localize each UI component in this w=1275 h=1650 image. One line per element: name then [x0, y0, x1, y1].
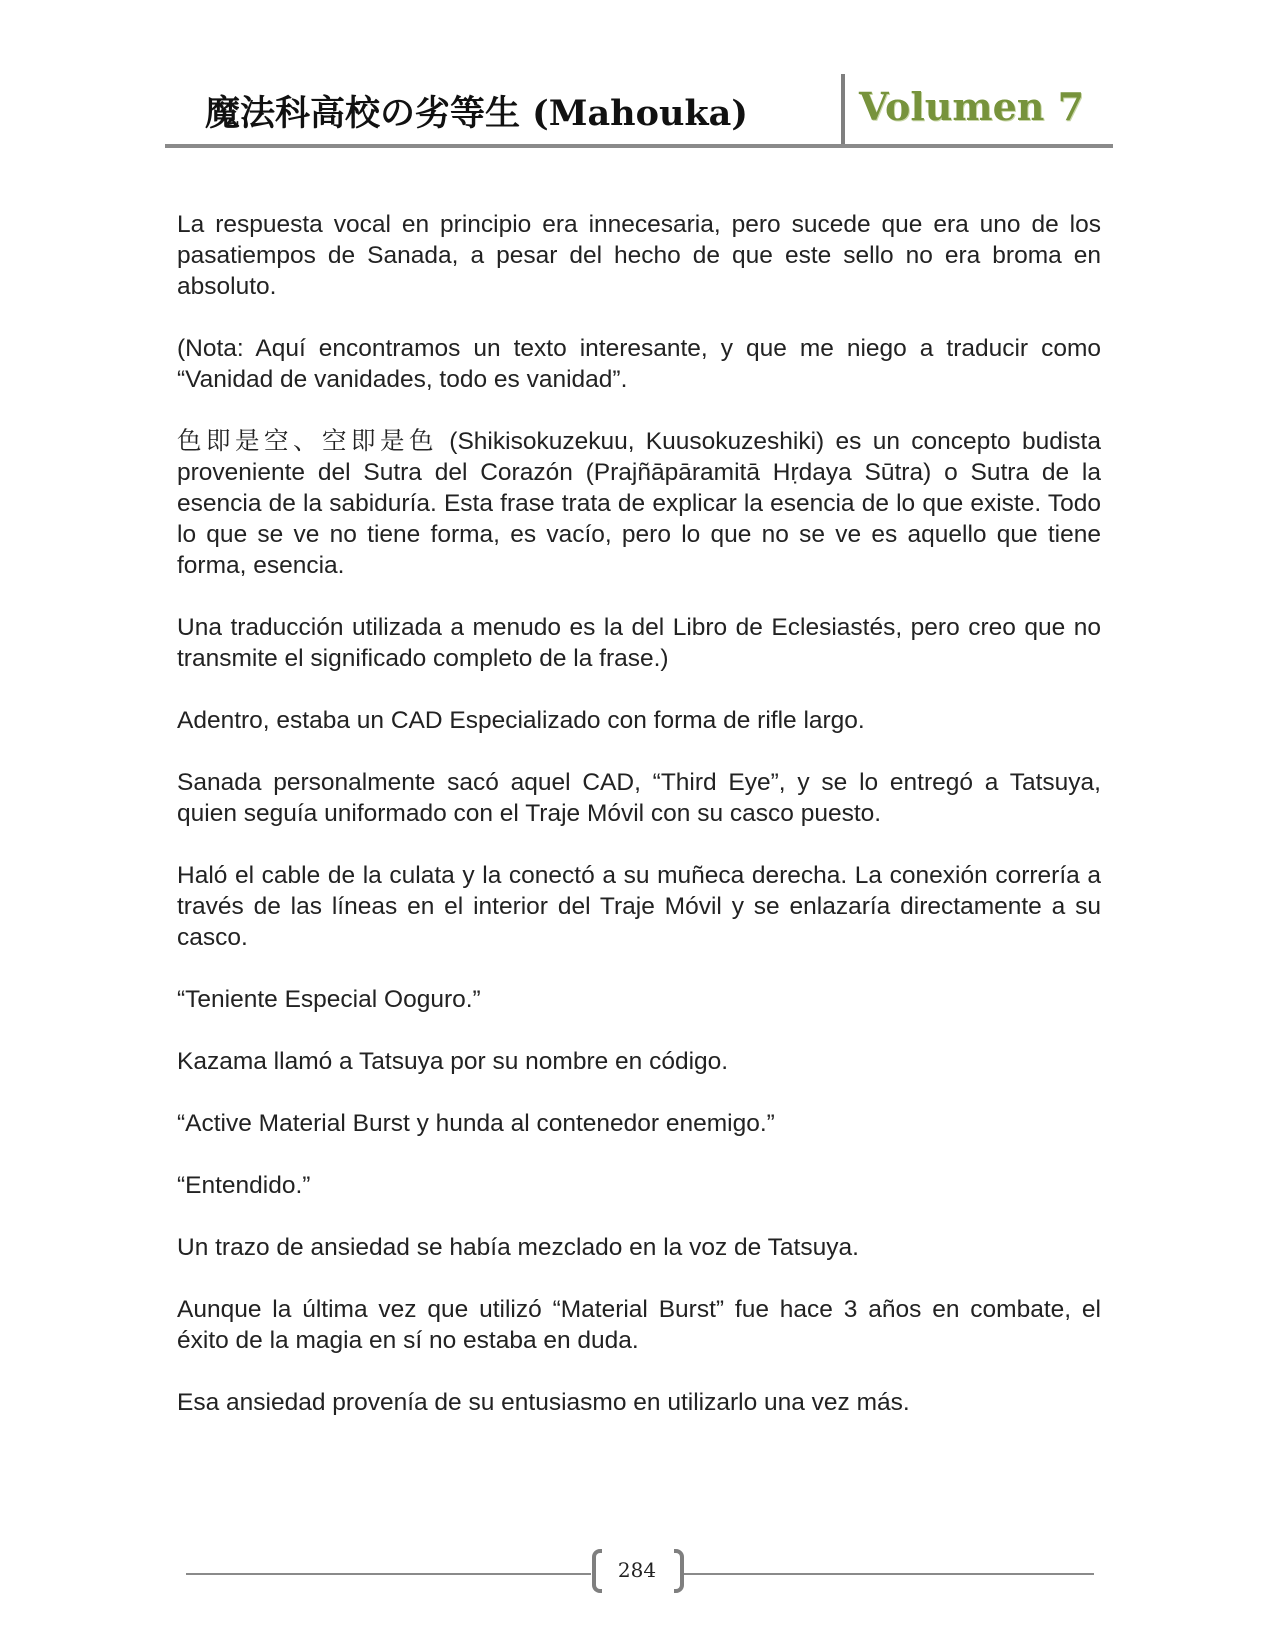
paragraph: Un trazo de ansiedad se había mezclado en la voz de Tatsuya.	[177, 1234, 859, 1261]
footer-rule-left	[186, 1573, 591, 1575]
paragraph: Aunque la última vez que utilizó “Material Burst” fue hace 3 años en combate, el éxito de la magia en sí no estaba en duda.	[177, 1296, 1101, 1354]
paragraph: Adentro, estaba un CAD Especializado con forma de rifle largo.	[177, 707, 865, 734]
footer-rule-right	[684, 1573, 1094, 1575]
paragraph: Esa ansiedad provenía de su entusiasmo en utilizarlo una vez más.	[177, 1389, 910, 1416]
paragraph: Sanada personalmente sacó aquel CAD, “Third Eye”, y se lo entregó a Tatsuya, quien seguía uniformado con el Traje Móvil con su casco puesto.	[177, 769, 1101, 827]
paragraph: 色即是空、空即是色 (Shikisokuzekuu, Kuusokuzeshiki) es un concepto budista proveniente del Sutra del Corazón (Prajñāpāramitā Hṛdaya Sūtra) o Sutra de la esencia de la sabiduría. Esta frase trata de explicar la esencia de lo que existe. Todo lo que se ve no tiene forma, es vacío, pero lo que no se ve es aquello que tiene forma, esencia.	[177, 428, 1101, 579]
paragraph: Una traducción utilizada a menudo es la del Libro de Eclesiastés, pero creo que no transmite el significado completo de la frase.)	[177, 614, 1101, 672]
page-header	[165, 72, 1113, 150]
paragraph: “Entendido.”	[177, 1172, 311, 1199]
paragraph: “Teniente Especial Ooguro.”	[177, 986, 481, 1013]
header-rule	[165, 144, 1113, 148]
page-body	[177, 209, 1101, 1449]
paragraph: Kazama llamó a Tatsuya por su nombre en código.	[177, 1048, 729, 1075]
paragraph: La respuesta vocal en principio era innecesaria, pero sucede que era uno de los pasatiempos de Sanada, a pesar del hecho de que este sello no era broma en absoluto.	[177, 211, 1101, 300]
volume-label: Volumen 7	[859, 84, 1085, 129]
book-title: 魔法科高校の劣等生 (Mahouka)	[205, 93, 748, 134]
paragraph: Haló el cable de la culata y la conectó a su muñeca derecha. La conexión correría a través de las líneas en el interior del Traje Móvil y se enlazaría directamente a su casco.	[177, 862, 1101, 951]
page-number: 284	[617, 1558, 657, 1582]
paragraph: (Nota: Aquí encontramos un texto interesante, y que me niego a traducir como “Vanidad de vanidades, todo es vanidad”.	[177, 335, 1101, 393]
page-number-bracket-left	[592, 1549, 602, 1593]
header-divider-vertical	[841, 74, 845, 146]
page-number-bracket-right	[674, 1549, 684, 1593]
paragraph: “Active Material Burst y hunda al contenedor enemigo.”	[177, 1110, 775, 1137]
